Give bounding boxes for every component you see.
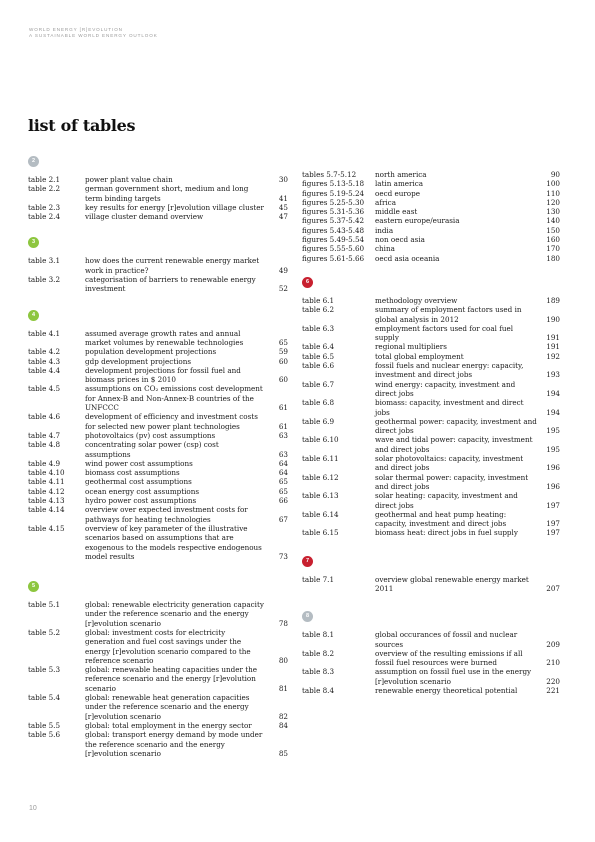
entry-label: table 6.1: [302, 295, 335, 305]
entry-page-number: 90: [550, 170, 560, 179]
entry-page-number: 52: [278, 284, 288, 294]
entry-page-number: 160: [546, 235, 560, 245]
toc-entry[interactable]: [302, 528, 560, 537]
entry-page-number: 197: [546, 528, 560, 538]
chapter-marker-icon: 7: [302, 556, 313, 567]
entry-title: global: renewable heating capacities under the reference scenario and the energy [r]evolution scenario: [85, 665, 257, 693]
entry-title: fossil fuels and nuclear energy: capacity, investment and direct jobs: [375, 361, 524, 380]
entry-title: regional multipliers: [375, 342, 447, 352]
entry-page-number: 65: [278, 486, 288, 496]
entry-label: table 4.5: [28, 384, 61, 394]
entry-page-number: 191: [546, 333, 560, 343]
toc-entry[interactable]: [302, 296, 560, 305]
entry-label: table 5.3: [28, 665, 61, 675]
entry-title: population development projections: [85, 347, 217, 357]
toc-entry[interactable]: [302, 216, 560, 225]
entry-title: employment factors used for coal fuel supply: [375, 323, 514, 343]
entry-label: table 6.15: [302, 528, 339, 538]
chapter-section: [28, 310, 288, 561]
toc-entry[interactable]: [302, 473, 560, 492]
toc-entry[interactable]: [28, 468, 288, 477]
toc-entry[interactable]: [302, 305, 560, 324]
entry-page-number: 45: [278, 202, 288, 212]
toc-entry[interactable]: [28, 600, 288, 628]
chapter-marker-icon: 6: [302, 277, 313, 288]
entry-title: biomass cost assumptions: [85, 468, 180, 478]
chapter-marker-icon: 5: [28, 581, 39, 592]
chapter-marker-icon: 8: [302, 611, 313, 622]
toc-entry[interactable]: [302, 667, 560, 686]
entry-label: table 4.4: [28, 365, 61, 375]
entry-label: table 6.12: [302, 472, 339, 482]
entry-title: key results for energy [r]evolution village cluster: [85, 202, 264, 212]
entry-label: table 6.2: [302, 305, 335, 315]
entry-page-number: 80: [278, 655, 288, 665]
entry-page-number: 65: [278, 477, 288, 487]
toc-entry[interactable]: [28, 693, 288, 721]
chapter-section: [28, 156, 288, 221]
entry-title: latin america: [375, 179, 424, 189]
entry-page-number: 196: [546, 481, 560, 491]
toc-entry[interactable]: [302, 254, 560, 263]
entry-title: how does the current renewable energy market work in practice?: [85, 256, 260, 275]
toc-entry[interactable]: [302, 342, 560, 351]
entry-label: table 3.1: [28, 256, 61, 266]
entry-title: eastern europe/eurasia: [375, 216, 460, 226]
entry-label: table 8.1: [302, 630, 335, 640]
entry-title: wave and tidal power: capacity, investment and direct jobs: [375, 435, 533, 454]
entry-page-number: 66: [278, 496, 288, 506]
chapter-marker-icon: 3: [28, 237, 39, 248]
entry-title: hydro power cost assumptions: [85, 496, 197, 506]
toc-entry[interactable]: [302, 198, 560, 207]
entry-title: categorisation of barriers to renewable energy investment: [85, 275, 256, 294]
chapter-section: [302, 277, 560, 538]
entry-page-number: 195: [546, 444, 560, 454]
entry-label: figures 5.61-5.66: [302, 253, 365, 263]
toc-entry[interactable]: [28, 721, 288, 730]
toc-entry[interactable]: [28, 487, 288, 496]
entry-page-number: 140: [546, 216, 560, 226]
entry-label: table 4.11: [28, 477, 65, 487]
entry-label: table 4.14: [28, 505, 65, 515]
entry-page-number: 197: [546, 500, 560, 510]
running-header: [29, 27, 158, 39]
entry-page-number: 59: [278, 347, 288, 357]
entry-label: table 4.10: [28, 468, 65, 478]
entry-page-number: 63: [278, 449, 288, 459]
entry-label: figures 5.25-5.30: [302, 197, 365, 207]
entry-page-number: 47: [278, 212, 288, 222]
toc-entry[interactable]: [302, 454, 560, 473]
toc-entry[interactable]: [28, 184, 288, 203]
toc-entry[interactable]: [28, 366, 288, 385]
entry-page-number: 120: [546, 197, 560, 207]
toc-entry[interactable]: [302, 189, 560, 198]
entry-label: table 6.10: [302, 435, 339, 445]
entry-title: geothermal power: capacity, investment and direct jobs: [375, 416, 537, 436]
entry-label: table 4.9: [28, 458, 61, 468]
toc-entry[interactable]: [28, 496, 288, 505]
toc-column-right: [302, 170, 560, 695]
entry-label: table 5.2: [28, 627, 61, 637]
entry-page-number: 180: [546, 253, 560, 263]
entry-title: overview over expected investment costs for pathways for heating technologies: [85, 505, 248, 524]
entry-label: table 8.4: [302, 686, 335, 696]
entry-title: assumptions on CO₂ emissions cost development for Annex-B and Non-Annex-B countries of the UNFCCC: [85, 384, 263, 413]
entry-label: table 5.4: [28, 693, 61, 703]
toc-entry[interactable]: [302, 575, 560, 594]
entry-label: table 5.6: [28, 730, 61, 740]
chapter-section: [28, 237, 288, 293]
toc-entry[interactable]: [302, 207, 560, 216]
entry-title: village cluster demand overview: [85, 212, 204, 222]
entry-title: concentrating solar power (csp) cost assumptions: [85, 440, 219, 459]
entry-label: table 6.7: [302, 379, 335, 389]
entry-label: figures 5.49-5.54: [302, 235, 365, 245]
entry-page-number: 41: [278, 193, 288, 203]
entry-title: africa: [375, 197, 396, 207]
entry-page-number: 73: [278, 551, 288, 561]
entry-title: wind power cost assumptions: [85, 458, 193, 468]
entry-title: gdp development projections: [85, 356, 192, 366]
entry-title: north america: [375, 170, 427, 179]
entry-page-number: 85: [278, 748, 288, 758]
entry-title: middle east: [375, 207, 418, 217]
entry-label: table 6.6: [302, 361, 335, 371]
entry-page-number: 190: [546, 314, 560, 324]
entry-page-number: 100: [546, 179, 560, 189]
entry-page-number: 189: [546, 295, 560, 305]
entry-page-number: 49: [278, 265, 288, 275]
entry-label: table 4.12: [28, 486, 65, 496]
entry-label: table 4.8: [28, 440, 61, 450]
entry-label: table 6.14: [302, 509, 339, 519]
entry-title: ocean energy cost assumptions: [85, 486, 200, 496]
entry-label: tables 5.7-5.12: [302, 170, 357, 179]
entry-title: non oecd asia: [375, 235, 425, 245]
toc-entry[interactable]: [28, 384, 288, 412]
entry-label: table 6.9: [302, 416, 335, 426]
entry-title: wind energy: capacity, investment and direct jobs: [375, 379, 516, 398]
entry-label: table 7.1: [302, 574, 335, 584]
entry-label: table 6.5: [302, 351, 335, 361]
entry-label: table 5.1: [28, 600, 61, 610]
entry-label: table 6.4: [302, 342, 335, 352]
entry-label: table 6.3: [302, 323, 335, 333]
chapter-section: [302, 556, 560, 594]
toc-entry[interactable]: [28, 412, 288, 431]
entry-page-number: 207: [546, 583, 560, 593]
toc-entry[interactable]: [28, 505, 288, 524]
toc-entry[interactable]: [302, 226, 560, 235]
toc-entry[interactable]: [302, 244, 560, 253]
entry-title: global: transport energy demand by mode under the reference scenario and the energy [r]evolution scenario: [85, 730, 263, 758]
entry-page-number: 30: [278, 175, 288, 184]
entry-page-number: 60: [278, 356, 288, 366]
entry-page-number: 84: [278, 720, 288, 730]
entry-label: table 2.2: [28, 184, 61, 194]
entry-title: total global employment: [375, 351, 464, 361]
entry-label: table 4.6: [28, 412, 61, 422]
entry-label: figures 5.37-5.42: [302, 216, 365, 226]
toc-entry[interactable]: [28, 477, 288, 486]
entry-label: table 2.1: [28, 175, 61, 184]
toc-entry[interactable]: [28, 440, 288, 459]
entry-title: global: renewable heat generation capacities under the reference scenario and the energy [r]evolution scenario: [85, 693, 250, 721]
entry-title: global: total employment in the energy sector: [85, 720, 252, 730]
entry-title: china: [375, 244, 395, 254]
header-line-1: WORLD ENERGY [R]EVOLUTION: [29, 27, 123, 32]
entry-page-number: 63: [278, 430, 288, 440]
entry-page-number: 64: [278, 458, 288, 468]
entry-page-number: 170: [546, 244, 560, 254]
entry-title: geothermal cost assumptions: [85, 477, 192, 487]
entry-page-number: 78: [278, 618, 288, 628]
chapter-marker-icon: 4: [28, 310, 39, 321]
toc-entry[interactable]: [302, 170, 560, 179]
entry-title: geothermal and heat pump heating: capacity, investment and direct jobs: [375, 509, 507, 529]
entry-title: summary of employment factors used in global analysis in 2012: [375, 305, 522, 324]
entry-title: power plant value chain: [85, 175, 173, 184]
entry-label: figures 5.43-5.48: [302, 225, 365, 235]
chapter-section: [28, 581, 288, 758]
toc-entry[interactable]: [28, 256, 288, 275]
entry-page-number: 195: [546, 426, 560, 436]
toc-entry[interactable]: [302, 417, 560, 436]
chapter-section: [302, 611, 560, 695]
entry-label: table 4.7: [28, 430, 61, 440]
entry-page-number: 191: [546, 342, 560, 352]
toc-entry[interactable]: [28, 459, 288, 468]
entry-page-number: 60: [278, 375, 288, 385]
toc-entry[interactable]: [28, 175, 288, 184]
page-number: 10: [29, 805, 37, 812]
toc-entry[interactable]: [302, 235, 560, 244]
entry-page-number: 194: [546, 407, 560, 417]
toc-entry[interactable]: [28, 665, 288, 693]
entry-title: german government short, medium and long term binding targets: [85, 184, 249, 203]
header-line-2: A SUSTAINABLE WORLD ENERGY OUTLOOK: [29, 33, 158, 38]
entry-title: solar thermal power: capacity, investment and direct jobs: [375, 472, 529, 491]
toc-entry[interactable]: [28, 212, 288, 221]
entry-label: table 5.5: [28, 720, 61, 730]
toc-entry[interactable]: [28, 357, 288, 366]
entry-title: methodology overview: [375, 295, 458, 305]
toc-entry[interactable]: [302, 649, 560, 668]
entry-title: overview of the resulting emissions if all fossil fuel resources were burned: [375, 648, 523, 668]
entry-title: global occurances of fossil and nuclear sources: [375, 630, 518, 649]
entry-label: table 2.3: [28, 202, 61, 212]
entry-page-number: 81: [278, 683, 288, 693]
toc-entry[interactable]: [302, 179, 560, 188]
entry-label: table 8.2: [302, 648, 335, 658]
toc-entry[interactable]: [28, 275, 288, 294]
entry-title: overview global renewable energy market 2011: [375, 574, 529, 593]
entry-title: oecd asia oceania: [375, 253, 440, 263]
entry-page-number: 209: [546, 639, 560, 649]
entry-title: biomass heat: direct jobs in fuel supply: [375, 528, 518, 538]
entry-title: assumed average growth rates and annual market volumes by renewable technologies: [85, 328, 244, 347]
entry-page-number: 67: [278, 514, 288, 524]
toc-entry[interactable]: [302, 380, 560, 399]
toc-entry[interactable]: [28, 329, 288, 348]
chapter-marker-icon: 2: [28, 156, 39, 167]
chapter-section: [302, 170, 560, 263]
entry-title: assumption on fossil fuel use in the energy [r]evolution scenario: [375, 667, 532, 686]
toc-entry[interactable]: [28, 730, 288, 758]
entry-page-number: 192: [546, 351, 560, 361]
entry-label: table 8.3: [302, 667, 335, 677]
toc-entry[interactable]: [302, 352, 560, 361]
entry-label: table 4.15: [28, 523, 65, 533]
entry-page-number: 61: [278, 403, 288, 413]
entry-title: india: [375, 225, 394, 235]
entry-page-number: 210: [546, 658, 560, 668]
entry-title: global: renewable electricity generation capacity under the reference scenario and the energy [r]evolution scenario: [85, 600, 264, 628]
entry-page-number: 61: [278, 421, 288, 431]
entry-label: table 6.8: [302, 398, 335, 408]
entry-title: development projections for fossil fuel and biomass prices in $ 2010: [85, 365, 241, 385]
entry-label: table 6.11: [302, 454, 339, 464]
entry-page-number: 193: [546, 370, 560, 380]
entry-label: figures 5.13-5.18: [302, 179, 365, 189]
entry-title: photovoltaics (pv) cost assumptions: [85, 430, 216, 440]
entry-title: overview of key parameter of the illustrative scenarios based on assumptions that are exogenous to the models respective endogenous model results: [85, 523, 262, 561]
entry-page-number: 197: [546, 519, 560, 529]
entry-title: solar photovoltaics: capacity, investment and direct jobs: [375, 454, 524, 473]
entry-page-number: 130: [546, 207, 560, 217]
toc-entry[interactable]: [302, 324, 560, 343]
entry-page-number: 110: [546, 188, 560, 198]
toc-entry[interactable]: [28, 203, 288, 212]
entry-label: figures 5.31-5.36: [302, 207, 365, 217]
entry-page-number: 64: [278, 468, 288, 478]
toc-entry[interactable]: [302, 435, 560, 454]
entry-page-number: 194: [546, 388, 560, 398]
entry-page-number: 82: [278, 711, 288, 721]
entry-title: solar heating: capacity, investment and direct jobs: [375, 491, 518, 510]
entry-label: table 4.1: [28, 328, 61, 338]
entry-label: table 3.2: [28, 275, 61, 285]
page-title: list of tables: [28, 116, 136, 135]
toc-entry[interactable]: [28, 524, 288, 561]
toc-entry[interactable]: [28, 431, 288, 440]
toc-entry[interactable]: [302, 361, 560, 380]
entry-label: figures 5.55-5.60: [302, 244, 365, 254]
entry-label: figures 5.19-5.24: [302, 188, 365, 198]
entry-page-number: 196: [546, 463, 560, 473]
entry-page-number: 150: [546, 225, 560, 235]
entry-title: development of efficiency and investment costs for selected new power plant technologies: [85, 412, 258, 431]
entry-title: biomass: capacity, investment and direct jobs: [375, 398, 524, 417]
entry-page-number: 221: [546, 686, 560, 696]
entry-title: renewable energy theoretical potential: [375, 686, 518, 696]
toc-column-left: [28, 156, 288, 758]
toc-entry[interactable]: [302, 686, 560, 695]
toc-entry[interactable]: [302, 510, 560, 529]
entry-label: table 2.4: [28, 212, 61, 222]
entry-page-number: 220: [546, 676, 560, 686]
entry-label: table 4.13: [28, 496, 65, 506]
entry-label: table 6.13: [302, 491, 339, 501]
toc-entry[interactable]: [302, 630, 560, 649]
entry-label: table 4.3: [28, 356, 61, 366]
toc-entry[interactable]: [28, 347, 288, 356]
toc-entry[interactable]: [302, 398, 560, 417]
toc-entry[interactable]: [28, 628, 288, 665]
entry-page-number: 65: [278, 337, 288, 347]
toc-entry[interactable]: [302, 491, 560, 510]
entry-title: global: investment costs for electricity generation and fuel cost savings under the energy [r]evolution scenario compared to the reference scenario: [85, 627, 251, 665]
entry-label: table 4.2: [28, 347, 61, 357]
entry-title: oecd europe: [375, 188, 420, 198]
